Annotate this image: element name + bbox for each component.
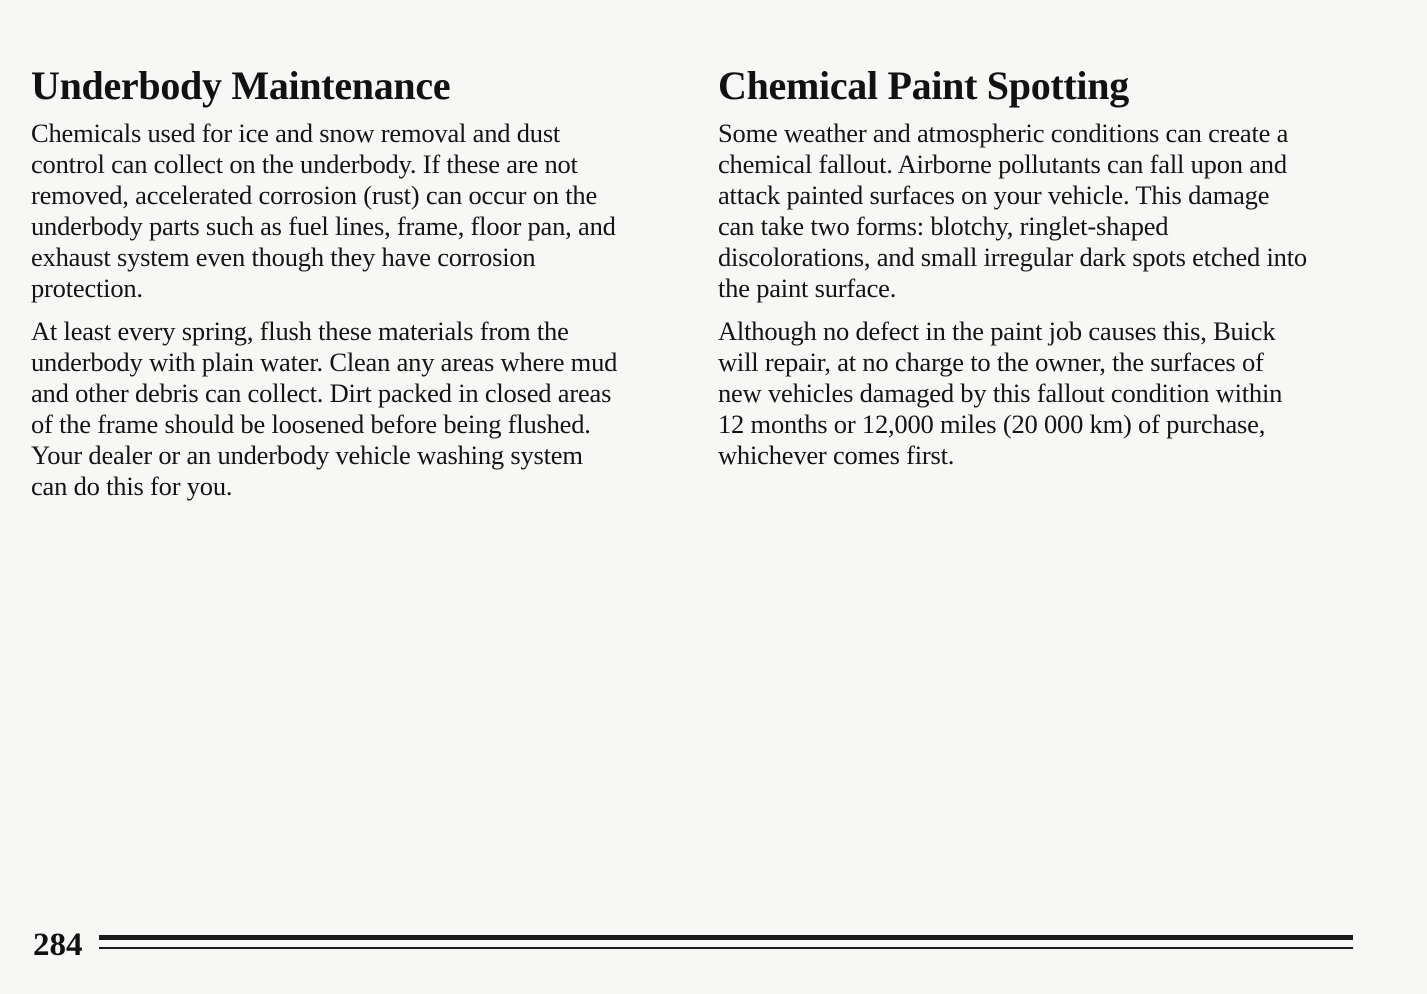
body-paragraph: At least every spring, flush these materials from the underbody with plain water. Clean any areas where mud and other debris can collect. Dirt packed in closed areas of the frame should be loosened before being flushed. Your dealer or an underbody vehicle washing system can do this for you. [31, 316, 618, 501]
body-paragraph: Chemicals used for ice and snow removal and dust control can collect on the underbody. If these are not removed, accelerated corrosion (rust) can occur on the underbody parts such as fuel lines, frame, floor pan, and exhaust system even though they have corrosion protection. [31, 118, 616, 303]
body-paragraph: Some weather and atmospheric conditions can create a chemical fallout. Airborne pollutants can fall upon and attack painted surfaces on your vehicle. This damage can take two forms: blotchy, ringlet-shaped discolorations, and small irregular dark spots etched into the paint surface. [718, 118, 1307, 303]
section-heading: Chemical Paint Spotting [718, 63, 1129, 108]
page-number: 284 [33, 927, 83, 963]
section-heading: Underbody Maintenance [31, 63, 451, 108]
underbody-maintenance-section [31, 62, 671, 514]
chemical-paint-spotting-section [718, 62, 1368, 483]
page-footer [33, 921, 1355, 965]
body-paragraph: Although no defect in the paint job causes this, Buick will repair, at no charge to the owner, the surfaces of new vehicles damaged by this fallout condition within 12 months or 12,000 miles (20 000 km) of purchase, whichever comes first. [718, 316, 1283, 470]
footer-rule-thin [99, 947, 1353, 949]
footer-rule-thick [99, 935, 1353, 940]
